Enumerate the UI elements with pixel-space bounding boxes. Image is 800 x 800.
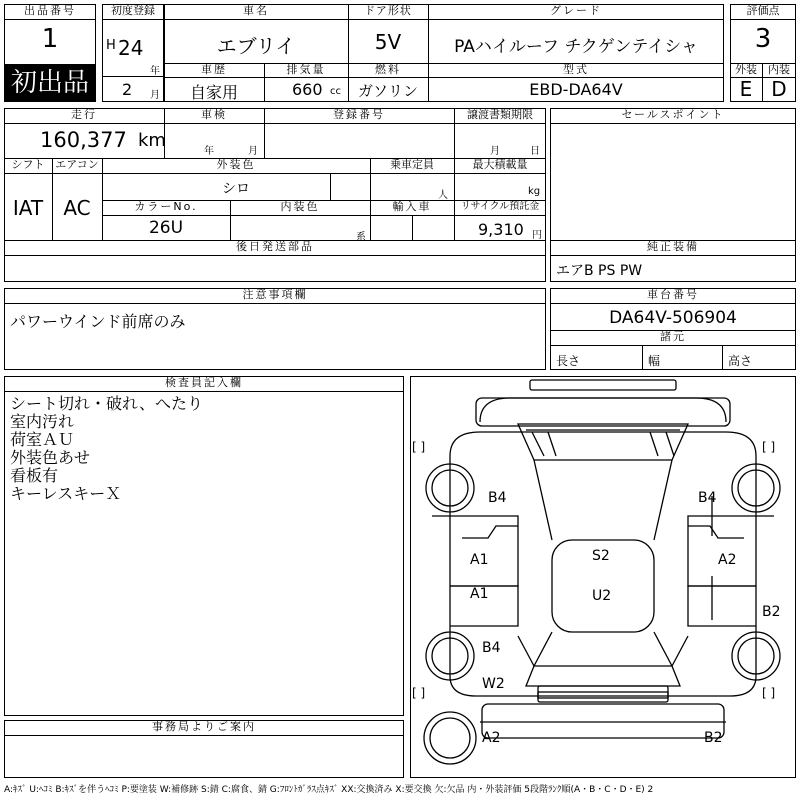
chassis-number: DA64V-506904	[609, 308, 737, 328]
interior-score: D	[771, 77, 787, 101]
lot-number: 1	[41, 24, 59, 54]
sales-points-label: セールスポイント	[621, 108, 725, 121]
car-diagram	[410, 376, 796, 778]
shift-label: シフト	[11, 158, 45, 171]
ac: AC	[63, 196, 91, 220]
recycle-label: リサイクル預託金	[460, 201, 540, 212]
ext-color: シロ	[222, 181, 250, 197]
door-label: ドア形状	[364, 4, 412, 17]
reg-month: 2	[122, 80, 133, 99]
equipment: エアB PS PW	[556, 263, 643, 279]
int-color-unit: 系	[356, 232, 366, 243]
inspection-label: 車検	[201, 108, 227, 121]
score-label: 評価点	[746, 4, 780, 17]
car-name: エブリイ	[216, 34, 296, 58]
history: 自家用	[189, 83, 238, 102]
damage-mark-a1-left-2: A1	[470, 586, 489, 602]
mileage: 160,377	[40, 128, 127, 152]
ac-label: エアコン	[55, 158, 99, 171]
reg-year: 24	[118, 36, 144, 60]
notes-label: 注意事項欄	[242, 288, 308, 301]
model-label: 型式	[563, 63, 589, 76]
exterior-score-label: 外装	[735, 63, 757, 76]
inspector-notes	[10, 395, 203, 503]
capacity-unit: 人	[438, 190, 448, 201]
mileage-label: 走行	[71, 108, 97, 121]
era: H	[106, 38, 116, 53]
capacity-label: 乗車定員	[390, 158, 434, 171]
damage-mark-u2-roof: U2	[592, 588, 612, 604]
damage-mark-w2-rear: W2	[482, 676, 505, 692]
inspector-line: 荷室ＡＵ	[10, 430, 75, 449]
damage-mark-a2-right: A2	[718, 552, 737, 568]
bracket-marker: [ ]	[412, 440, 426, 454]
grade: PAハイルーフ チクゲンテイシャ	[454, 37, 698, 57]
door-type: 5V	[374, 30, 402, 54]
car-name-label: 車名	[243, 4, 269, 17]
damage-mark-b2-rear: B2	[704, 730, 723, 746]
displacement-label: 排気量	[286, 63, 326, 76]
office-label: 事務局よりご案内	[152, 720, 256, 733]
inspection-month-unit: 月	[248, 146, 258, 157]
color-no-label: カラーNo.	[134, 200, 198, 213]
width-label: 幅	[648, 354, 661, 368]
lot-number-label: 出品番号	[24, 4, 76, 17]
damage-mark-b4-left-rear: B4	[482, 640, 501, 656]
year-unit: 年	[150, 66, 160, 77]
dims-label: 諸元	[660, 330, 686, 343]
notes-text: パワーウインド前席のみ	[10, 312, 186, 331]
fuel: ガソリン	[357, 82, 418, 100]
damage-mark-s2-roof: S2	[592, 548, 610, 564]
first-reg-label: 初度登録	[111, 4, 155, 17]
max-load-unit: kg	[528, 186, 541, 197]
color-no: 26U	[148, 218, 184, 238]
int-color-label: 内装色	[280, 200, 320, 213]
month-unit: 月	[150, 90, 160, 101]
inspector-line: 外装色あせ	[10, 448, 91, 467]
inspector-line: キーレスキーＸ	[10, 484, 122, 503]
max-load-label: 最大積載量	[472, 158, 528, 171]
import-label: 輸入車	[392, 200, 432, 213]
equipment-label: 純正装備	[647, 240, 699, 253]
inspection-year-unit: 年	[204, 146, 214, 157]
score: 3	[754, 24, 772, 54]
history-label: 車歴	[201, 63, 227, 76]
chassis-label: 車台番号	[647, 288, 699, 301]
damage-mark-b4-right-front: B4	[698, 490, 717, 506]
fuel-label: 燃料	[375, 63, 401, 76]
transfer-label: 譲渡書類期限	[467, 108, 533, 121]
bracket-marker: [ ]	[762, 440, 776, 454]
recycle-fee: 9,310	[478, 220, 524, 239]
damage-mark-b4-left-front: B4	[488, 490, 507, 506]
bracket-marker: [ ]	[762, 686, 776, 700]
legend: A:ｷｽﾞ U:ﾍｺﾐ B:ｷｽﾞを伴うﾍｺﾐ P:要塗装 W:補修跡 S:錆 C:腐食、錆 G:ﾌﾛﾝﾄｶﾞﾗｽ点ｷｽﾞ XX:交換済み X:要交換 欠:欠品 内・外装評価 5段階ﾗﾝｸ順(A・B・C・D・E) 2	[4, 785, 654, 795]
inspector-line: 室内汚れ	[10, 412, 75, 431]
recycle-unit: 円	[532, 230, 542, 241]
later-parts-label: 後日発送部品	[236, 240, 314, 253]
exterior-score: E	[739, 77, 753, 101]
reg-number-label: 登録番号	[333, 108, 385, 121]
inspector-label: 検査員記入欄	[165, 376, 243, 389]
damage-mark-b2-right: B2	[762, 604, 781, 620]
mileage-unit: km	[138, 130, 166, 151]
length-label: 長さ	[556, 354, 581, 368]
interior-score-label: 内装	[768, 63, 790, 76]
damage-mark-a1-left-1: A1	[470, 552, 489, 568]
ext-color-label: 外装色	[216, 158, 256, 171]
first-listing-badge: 初出品	[4, 64, 96, 102]
model: EBD-DA64V	[529, 80, 623, 99]
displacement: 660	[292, 80, 323, 99]
damage-mark-a2-rear: A2	[482, 730, 501, 746]
transfer-month-unit: 月	[490, 146, 500, 157]
inspector-line: シート切れ・破れ、へたり	[10, 394, 203, 413]
bracket-marker: [ ]	[412, 686, 426, 700]
inspector-line: 看板有	[10, 466, 59, 485]
shift: IAT	[12, 196, 44, 220]
grade-label: グレード	[550, 4, 602, 17]
displacement-unit: cc	[330, 86, 341, 97]
transfer-day-unit: 日	[530, 146, 540, 157]
height-label: 高さ	[728, 354, 753, 368]
